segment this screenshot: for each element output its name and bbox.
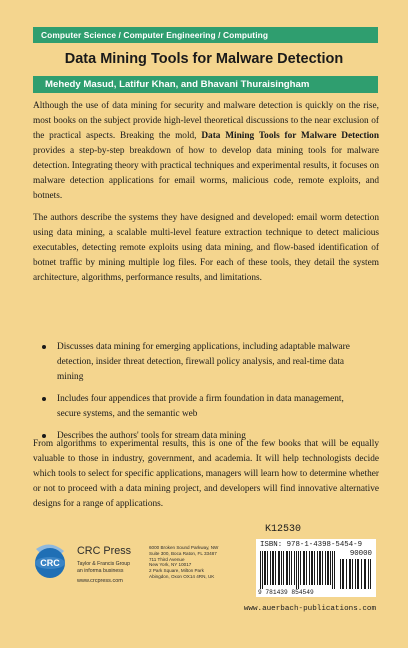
book-title: Data Mining Tools for Malware Detection <box>64 51 344 67</box>
price-barcode-bars <box>340 559 372 589</box>
intro-title-emphasis: Data Mining Tools for Malware Detection <box>201 131 379 141</box>
systems-paragraph: The authors describe the systems they have designed and developed: email worm detection using data mining, a scalable multi-level feature extraction technique to detect malicious executables, detecting remote exploits using data mining, and flow-based identification of botnet traffic by mining multiple log files. For each of these tools, they detail the system architecture, algorithms, performance results, and limitations. <box>33 213 379 283</box>
barcode-bars <box>260 551 336 589</box>
publisher-addresses <box>149 545 239 580</box>
crc-press-logo <box>30 541 70 581</box>
category-banner: Computer Science / Computer Engineering / Computing <box>33 27 378 43</box>
authors-banner: Mehedy Masud, Latifur Khan, and Bhavani Thuraisingham <box>33 76 378 93</box>
publisher-group-line: Taylor & Francis Group <box>77 561 131 567</box>
address-line: Abingdon, Oxon OX14 4RN, UK <box>149 573 215 579</box>
feature-item: Includes four appendices that provide a firm foundation in data management, secure systems, and the semantic web <box>57 392 357 422</box>
address-line: 2 Park Square, Milton Park <box>149 568 204 574</box>
publisher-group <box>77 561 130 574</box>
publisher-name: CRC Press <box>77 545 131 557</box>
publisher-website: www.crcpress.com <box>77 578 123 584</box>
catalog-code: K12530 <box>265 524 302 535</box>
feature-item: Describes the authors' tools for stream data mining <box>57 429 357 444</box>
closing-paragraph: From algorithms to experimental results, this is one of the few books that will be equally valuable to those in industry, government, and academia. It will help technologists decide which tools to select for specific applications, managers will learn how to determine whether or not to proceed with a data mining project, and developers will find innovative alternative designs for a range of applications. <box>33 439 379 509</box>
feature-list <box>57 340 357 451</box>
address-line: Suite 300, Boca Raton, FL 33487 <box>149 550 217 556</box>
intro-tail: provides a step-by-step breakdown of how to develop data mining tools for malware detection. Integrating theory with practical techniques and experimental results, it focuses on malware detection applications for email worms, malicious code, remote exploits, and botnets. <box>33 146 379 201</box>
price-code: 90000 <box>349 550 372 558</box>
footer-website: www.auerbach-publications.com <box>243 605 376 613</box>
isbn-text: ISBN: 978-1-4398-5454-9 <box>260 541 363 549</box>
publisher-group-line: an informa business <box>77 567 124 574</box>
address-line: 711 Third Avenue <box>149 556 185 562</box>
barcode-panel <box>256 539 376 597</box>
address-line: New York, NY 10017 <box>149 562 192 568</box>
intro-paragraph <box>33 99 379 204</box>
feature-item: Discusses data mining for emerging applications, including adaptable malware detection, insider threat detection, firewall policy analysis, and real-time data mining <box>57 340 357 385</box>
ean-digits: 9 781439 854549 <box>258 589 314 596</box>
intro-lead: Although the use of data mining for security and malware detection is quickly on the rise, most books on the subject provide high-level theoretical discussions to the near exclusion of the practical aspects. Breaking the mold, <box>33 101 379 141</box>
logo-text: CRC <box>40 558 60 568</box>
address-line: 6000 Broken Sound Parkway, NW <box>149 545 219 550</box>
